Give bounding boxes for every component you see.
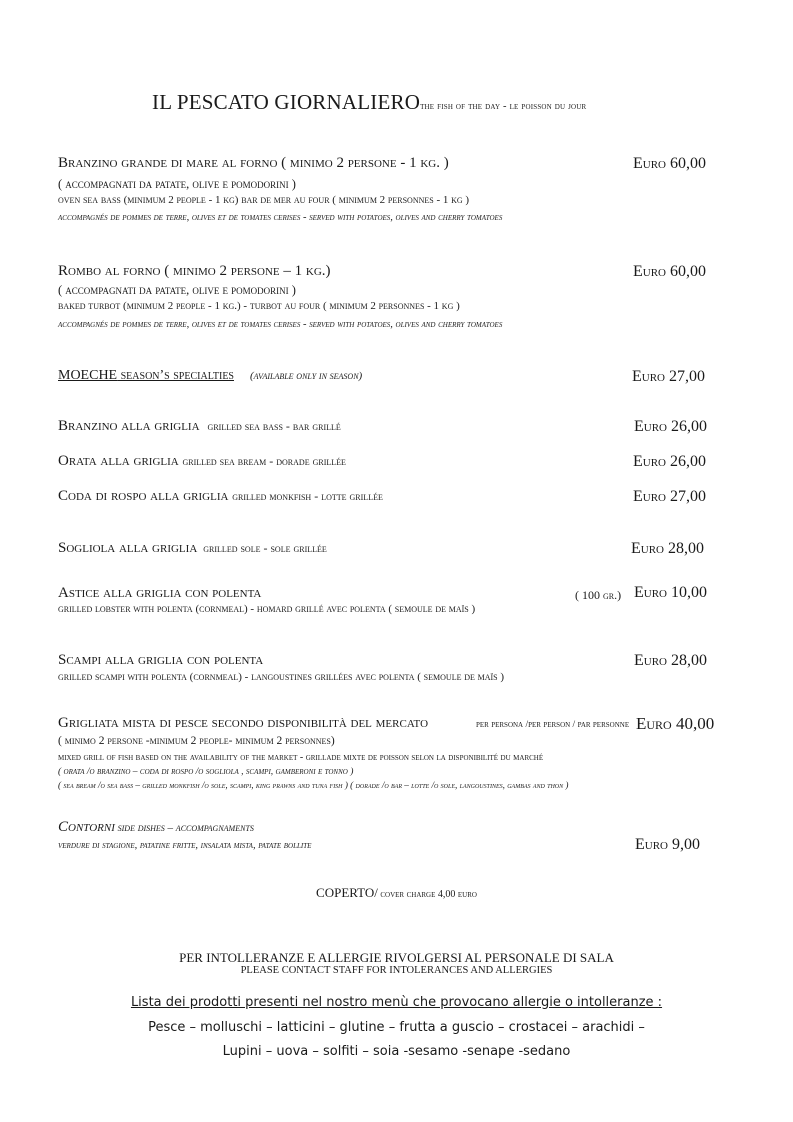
item-name: Rombo al forno ( minimo 2 persone – 1 kg.) xyxy=(58,263,331,279)
item-composition-en-fr: ( sea bream /o sea bass – grilled monkfish /o sole, scampi, king prawns and tuna fish ) ( dorade /o bar – lotte /o sole, langoustines, gambas and thon ) xyxy=(58,780,569,790)
item-garnish: accompagnés de pommes de terre, olives et de tomates cerises - served with potatoes, olives and cherry tomatoes xyxy=(58,319,503,330)
item-price: Euro 10,00 xyxy=(634,584,707,601)
item-translation: grilled scampi with polenta (cornmeal) - langoustines grillées avec polenta ( semoule de maïs ) xyxy=(58,671,505,683)
item-price: Euro 40,00 xyxy=(636,714,715,733)
item-name: MOECHE season’s specialties (available only in season) xyxy=(58,368,363,383)
item-name: Sogliola alla griglia grilled sole - sole grillée xyxy=(58,540,327,556)
item-price: Euro 9,00 xyxy=(635,836,700,853)
item-price: Euro 27,00 xyxy=(632,368,705,385)
allergen-list-title: Lista dei prodotti presenti nel nostro menù che provocano allergie o intolleranze : xyxy=(130,995,663,1010)
item-description: ( accompagnati da patate, olive e pomodorini ) xyxy=(58,283,296,297)
item-name: Astice alla griglia con polenta xyxy=(58,585,262,601)
cover-text: cover charge 4,00 euro xyxy=(377,889,477,900)
item-garnish: accompagnés de pommes de terre, olives et de tomates cerises - served with potatoes, olives and cherry tomatoes xyxy=(58,212,503,223)
cover-label: COPERTO/ xyxy=(316,885,378,900)
item-translation: grilled lobster with polenta (cornmeal) - homard grillé avec polenta ( semoule de maïs ) xyxy=(58,603,476,615)
allergy-notice-it: PER INTOLLERANZE E ALLERGIE RIVOLGERSI AL PERSONALE DI SALA xyxy=(179,950,614,965)
item-unit: ( 100 gr.) xyxy=(575,588,622,602)
item-price: Euro 27,00 xyxy=(633,488,706,505)
item-description: ( minimo 2 persone -minimum 2 people- minimum 2 personnes) xyxy=(58,735,335,747)
item-price: Euro 26,00 xyxy=(634,418,707,435)
item-price: Euro 60,00 xyxy=(633,263,706,280)
item-name: Contorni side dishes – accompagnaments xyxy=(58,819,254,835)
item-name: Coda di rospo alla griglia grilled monkfish - lotte grillée xyxy=(58,488,383,504)
item-name: Branzino alla griglia grilled sea bass - bar grillé xyxy=(58,418,341,434)
item-name: Orata alla griglia grilled sea bream - dorade grillée xyxy=(58,453,346,469)
item-translation: mixed grill of fish based on the availability of the market - grillade mixte de poisson selon la disponibilité du marché xyxy=(58,752,544,763)
item-composition-it: ( orata /o branzino – coda di rospo /o sogliola , scampi, gamberoni e tonno ) xyxy=(58,767,354,777)
item-name: Grigliata mista di pesce secondo disponibilità del mercato xyxy=(58,715,429,731)
title-subtitle: the fish of the day - le poisson du jour xyxy=(420,101,587,112)
item-translation: oven sea bass (minimum 2 people - 1 kg) bar de mer au four ( minimum 2 personnes - 1 kg ) xyxy=(58,194,470,206)
title-main: IL PESCATO GIORNALIERO xyxy=(152,90,421,114)
allergen-list-line2: Lupini – uova – solfiti – soia -sesamo -senape -sedano xyxy=(222,1044,571,1059)
item-translation: baked turbot (minimum 2 people - 1 kg.) - turbot au four ( minimum 2 personnes - 1 kg ) xyxy=(58,300,460,312)
cover-charge xyxy=(0,885,793,901)
item-description: ( accompagnati da patate, olive e pomodorini ) xyxy=(58,177,296,191)
item-unit: per persona /per person / par personne xyxy=(476,720,630,730)
item-name: Branzino grande di mare al forno ( minimo 2 persone - 1 kg. ) xyxy=(58,155,449,171)
item-description: verdure di stagione, patatine fritte, insalata mista, patate bollite xyxy=(58,840,312,851)
allergy-notice-en: PLEASE CONTACT STAFF FOR INTOLERANCES AND ALLERGIES xyxy=(240,965,553,976)
item-price: Euro 28,00 xyxy=(634,652,707,669)
item-price: Euro 60,00 xyxy=(633,155,706,172)
item-name: Scampi alla griglia con polenta xyxy=(58,652,264,668)
allergen-list-line1: Pesce – molluschi – latticini – glutine – frutta a guscio – crostacei – arachidi – xyxy=(148,1020,645,1035)
item-price: Euro 26,00 xyxy=(633,453,706,470)
item-price: Euro 28,00 xyxy=(631,540,704,557)
page-title xyxy=(152,90,586,115)
